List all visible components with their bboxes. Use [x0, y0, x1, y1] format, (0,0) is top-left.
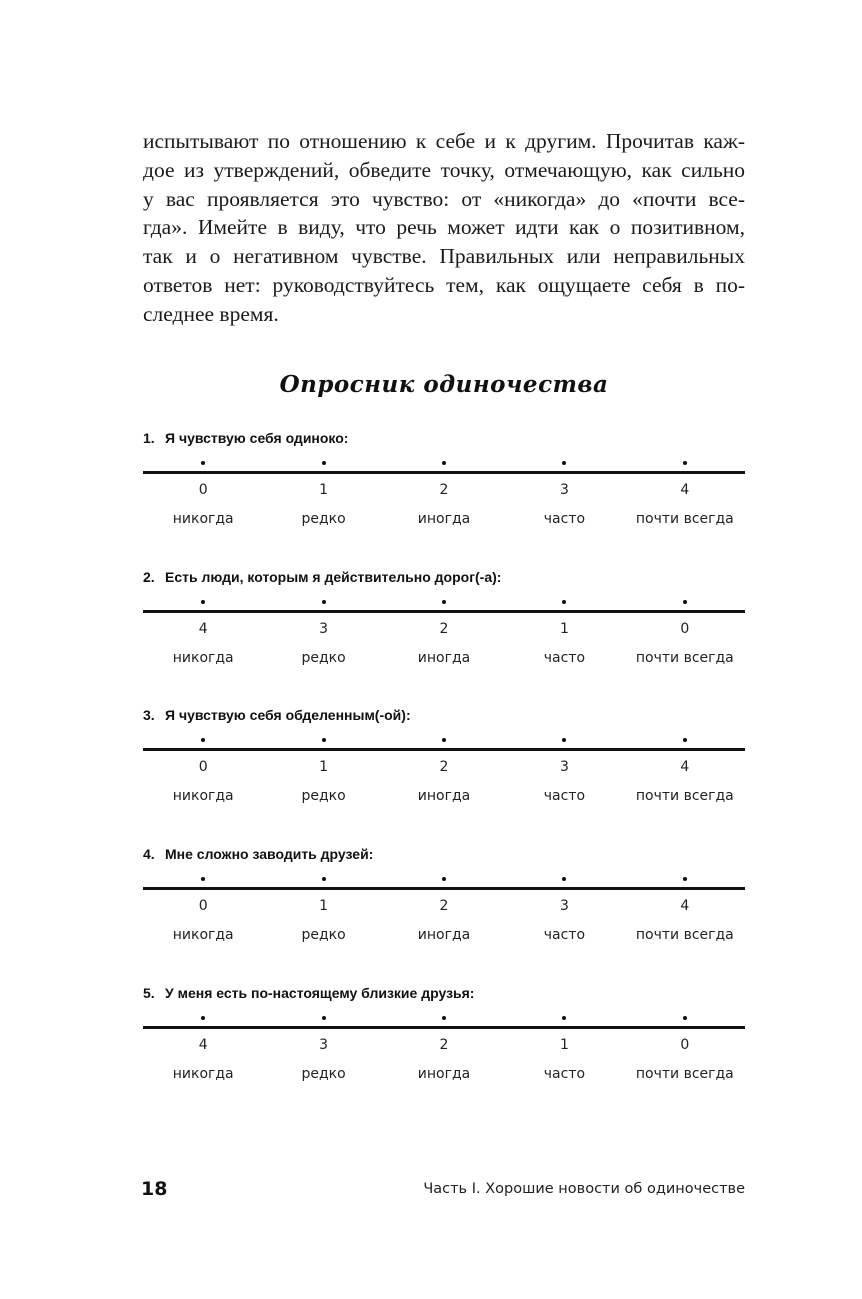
- scale-rule: [143, 748, 745, 751]
- question-number: 2.: [143, 569, 155, 585]
- frequency-label: редко: [301, 926, 346, 943]
- frequency-label: редко: [301, 787, 346, 804]
- score-value: 0: [198, 897, 208, 914]
- scale-rule: [143, 1026, 745, 1029]
- answer-dot-option-5[interactable]: [683, 738, 687, 742]
- answer-dot-option-3[interactable]: [442, 738, 446, 742]
- question-4: [143, 844, 745, 945]
- question-label: [143, 844, 745, 864]
- score-value: 2: [439, 897, 449, 914]
- intro-paragraph: [143, 127, 745, 329]
- question-label: [143, 705, 745, 725]
- question-label: [143, 428, 745, 448]
- question-3: [143, 705, 745, 806]
- answer-dot-option-2[interactable]: [322, 1016, 326, 1020]
- question-text: У меня есть по-настоящему близкие друзья:: [165, 985, 475, 1001]
- frequency-label: часто: [543, 787, 586, 804]
- score-value: 0: [680, 620, 690, 637]
- frequency-label: иногда: [417, 787, 471, 804]
- answer-dot-option-1[interactable]: [201, 877, 205, 881]
- frequency-label: почти всегда: [635, 787, 734, 804]
- scale-rule: [143, 471, 745, 474]
- frequency-label: иногда: [417, 926, 471, 943]
- score-value: 1: [559, 1036, 569, 1053]
- frequency-label: почти всегда: [635, 1065, 734, 1082]
- paragraph-line: так и о негативном чувстве. Правильных или неправильных: [143, 244, 745, 269]
- answer-dot-option-5[interactable]: [683, 461, 687, 465]
- paragraph-line: следнее время.: [143, 301, 279, 326]
- question-label: [143, 567, 745, 587]
- answer-dot-option-4[interactable]: [562, 877, 566, 881]
- score-value: 0: [680, 1036, 690, 1053]
- score-value: 1: [319, 758, 329, 775]
- score-value: 0: [198, 481, 208, 498]
- score-value: 3: [319, 1036, 329, 1053]
- answer-dot-option-3[interactable]: [442, 1016, 446, 1020]
- answer-dot-option-2[interactable]: [322, 877, 326, 881]
- frequency-label: никогда: [172, 1065, 234, 1082]
- score-value: 1: [319, 481, 329, 498]
- answer-dot-option-2[interactable]: [322, 461, 326, 465]
- frequency-label: часто: [543, 649, 586, 666]
- frequency-label: почти всегда: [635, 649, 734, 666]
- question-5: [143, 983, 745, 1084]
- score-value: 4: [680, 758, 690, 775]
- question-1: [143, 428, 745, 529]
- paragraph-line: испытывают по отношению к себе и к другим. Прочитав каж-: [143, 129, 745, 153]
- question-text: Я чувствую себя одиноко:: [165, 430, 349, 446]
- answer-dot-option-1[interactable]: [201, 600, 205, 604]
- frequency-label: никогда: [172, 926, 234, 943]
- score-value: 1: [559, 620, 569, 637]
- score-value: 0: [198, 758, 208, 775]
- paragraph-line: ответов нет: руководствуйтесь тем, как ощущаете себя в по-: [143, 272, 745, 297]
- answer-dot-option-1[interactable]: [201, 461, 205, 465]
- answer-dot-option-2[interactable]: [322, 600, 326, 604]
- answer-dot-option-4[interactable]: [562, 600, 566, 604]
- answer-dot-option-3[interactable]: [442, 600, 446, 604]
- paragraph-line: дое из утверждений, обведите точку, отмечающую, как сильно: [143, 157, 745, 182]
- question-number: 4.: [143, 846, 155, 862]
- answer-dot-option-3[interactable]: [442, 877, 446, 881]
- question-number: 5.: [143, 985, 155, 1001]
- score-value: 2: [439, 481, 449, 498]
- score-value: 1: [319, 897, 329, 914]
- score-value: 4: [198, 1036, 208, 1053]
- answer-dot-option-5[interactable]: [683, 600, 687, 604]
- frequency-label: иногда: [417, 649, 471, 666]
- answer-scale: [143, 1009, 745, 1084]
- frequency-label: иногда: [417, 510, 471, 527]
- answer-scale: [143, 593, 745, 668]
- scale-rule: [143, 887, 745, 890]
- answer-dot-option-5[interactable]: [683, 1016, 687, 1020]
- question-number: 1.: [143, 430, 155, 446]
- questionnaire-title: Опросник одиночества: [279, 371, 609, 398]
- frequency-label: почти всегда: [635, 510, 734, 527]
- score-value: 4: [680, 481, 690, 498]
- score-value: 3: [559, 481, 569, 498]
- frequency-label: редко: [301, 1065, 346, 1082]
- answer-dot-option-4[interactable]: [562, 461, 566, 465]
- answer-dot-option-1[interactable]: [201, 738, 205, 742]
- scale-rule: [143, 610, 745, 613]
- answer-dot-option-5[interactable]: [683, 877, 687, 881]
- answer-dot-option-2[interactable]: [322, 738, 326, 742]
- question-text: Я чувствую себя обделенным(-ой):: [165, 707, 411, 723]
- frequency-label: иногда: [417, 1065, 471, 1082]
- answer-dot-option-1[interactable]: [201, 1016, 205, 1020]
- page-number: 18: [141, 1178, 168, 1200]
- paragraph-line: у вас проявляется это чувство: от «никогда» до «почти все-: [143, 186, 745, 211]
- answer-dot-option-4[interactable]: [562, 738, 566, 742]
- score-value: 2: [439, 758, 449, 775]
- frequency-label: никогда: [172, 787, 234, 804]
- score-value: 3: [319, 620, 329, 637]
- score-value: 2: [439, 1036, 449, 1053]
- question-number: 3.: [143, 707, 155, 723]
- frequency-label: редко: [301, 510, 346, 527]
- frequency-label: часто: [543, 1065, 586, 1082]
- paragraph-line: гда». Имейте в виду, что речь может идти как о позитивном,: [143, 215, 745, 240]
- frequency-label: часто: [543, 926, 586, 943]
- answer-scale: [143, 731, 745, 806]
- frequency-label: почти всегда: [635, 926, 734, 943]
- score-value: 2: [439, 620, 449, 637]
- question-text: Мне сложно заводить друзей:: [165, 846, 374, 862]
- frequency-label: часто: [543, 510, 586, 527]
- running-header: Часть I. Хорошие новости об одиночестве: [423, 1181, 745, 1197]
- frequency-label: никогда: [172, 649, 234, 666]
- answer-scale: [143, 454, 745, 529]
- score-value: 4: [680, 897, 690, 914]
- score-value: 4: [198, 620, 208, 637]
- score-value: 3: [559, 897, 569, 914]
- frequency-label: никогда: [172, 510, 234, 527]
- answer-scale: [143, 870, 745, 945]
- question-text: Есть люди, которым я действительно дорог(-а):: [165, 569, 502, 585]
- frequency-label: редко: [301, 649, 346, 666]
- score-value: 3: [559, 758, 569, 775]
- question-label: [143, 983, 745, 1003]
- question-2: [143, 567, 745, 668]
- answer-dot-option-4[interactable]: [562, 1016, 566, 1020]
- answer-dot-option-3[interactable]: [442, 461, 446, 465]
- page-footer: [143, 1178, 745, 1202]
